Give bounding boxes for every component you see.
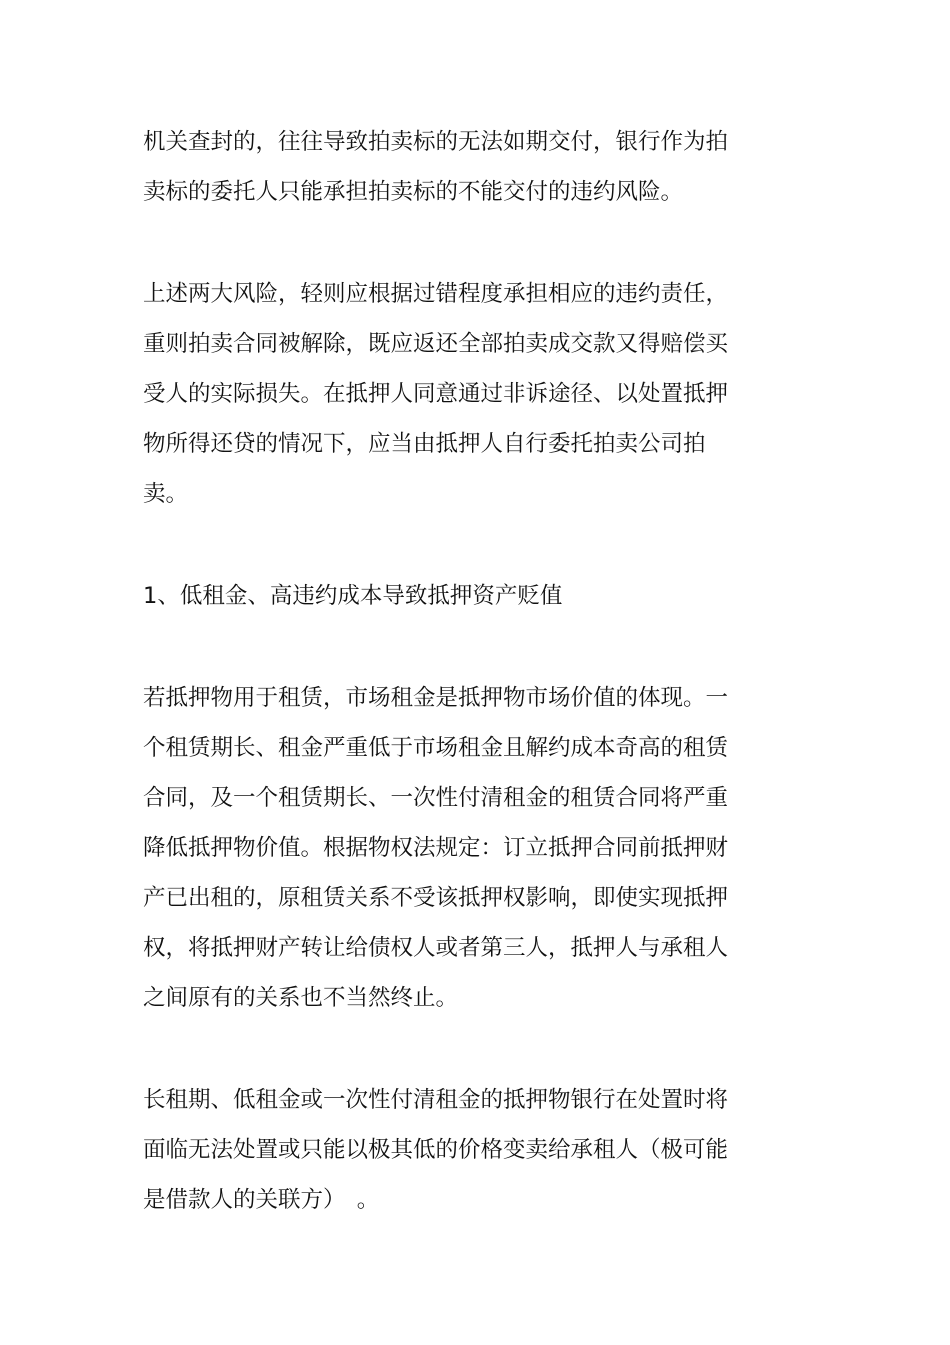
text-line: 合同，及一个租赁期长、一次性付清租金的租赁合同将严重: [143, 785, 729, 811]
document-body: [143, 117, 743, 1225]
paragraph-auction-risk: [143, 117, 743, 217]
text-line: 个租赁期长、租金严重低于市场租金且解约成本奇高的租赁: [143, 735, 729, 761]
text-line: 重则拍卖合同被解除，既应返还全部拍卖成交款又得赔偿买: [143, 331, 729, 357]
text-line: 降低抵押物价值。根据物权法规定：订立抵押合同前抵押财: [143, 835, 729, 861]
text-line: 产已出租的，原租赁关系不受该抵押权影响，即使实现抵押: [143, 885, 729, 911]
text-line: 上述两大风险，轻则应根据过错程度承担相应的违约责任，: [143, 281, 729, 307]
paragraph-gap: [143, 519, 743, 571]
text-line: 机关查封的，往往导致拍卖标的无法如期交付，银行作为拍: [143, 129, 729, 155]
text-line: 受人的实际损失。在抵押人同意通过非诉途径、以处置抵押: [143, 381, 729, 407]
paragraph-two-risks: [143, 269, 743, 519]
text-line: 长租期、低租金或一次性付清租金的抵押物银行在处置时将: [143, 1087, 729, 1113]
paragraph-gap: [143, 1023, 743, 1075]
text-line: 面临无法处置或只能以极其低的价格变卖给承租人（极可能: [143, 1137, 729, 1163]
text-line: 卖。: [143, 481, 189, 507]
text-line: 之间原有的关系也不当然终止。: [143, 985, 459, 1011]
paragraph-gap: [143, 217, 743, 269]
paragraph-gap: [143, 621, 743, 673]
paragraph-long-lease: [143, 1075, 743, 1225]
section-heading: [143, 571, 743, 621]
text-line: 是借款人的关联方） 。: [143, 1187, 380, 1213]
text-line: 权，将抵押财产转让给债权人或者第三人，抵押人与承租人: [143, 935, 729, 961]
text-line: 物所得还贷的情况下，应当由抵押人自行委托拍卖公司拍: [143, 431, 706, 457]
text-line: 若抵押物用于租赁，市场租金是抵押物市场价值的体现。一: [143, 685, 729, 711]
heading-line: 1、低租金、高违约成本导致抵押资产贬值: [143, 583, 563, 609]
paragraph-lease-value: [143, 673, 743, 1023]
text-line: 卖标的委托人只能承担拍卖标的不能交付的违约风险。: [143, 179, 684, 205]
